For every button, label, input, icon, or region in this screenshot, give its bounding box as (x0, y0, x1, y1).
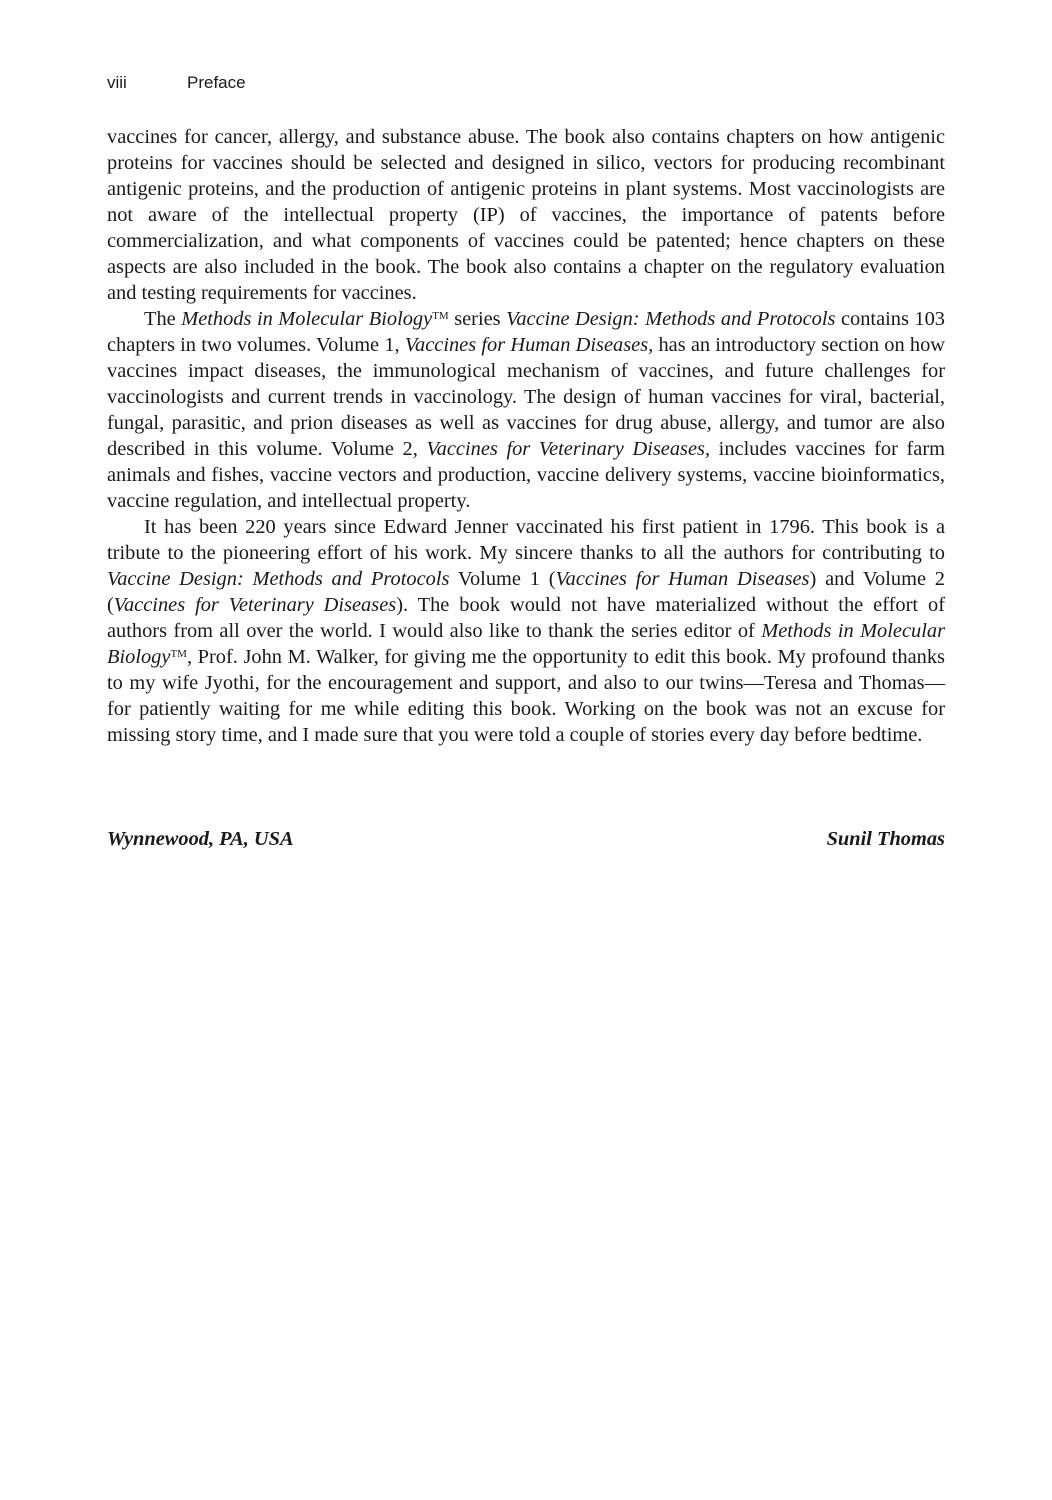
running-head-title: Preface (187, 73, 246, 92)
volume-1-title: Vaccines for Human Diseases (555, 568, 810, 590)
paragraph-3 (107, 514, 945, 748)
volume-2-title: Vaccines for Veterinary Diseases (113, 594, 397, 616)
page-number: viii (107, 73, 127, 92)
book-title: Vaccine Design: Methods and Protocols (506, 308, 836, 330)
running-head (107, 72, 246, 94)
paragraph-1: vaccines for cancer, allergy, and substance abuse. The book also contains chapters on how antigenic proteins for vaccines should be selected and designed in silico, vectors for producing recombinant antigenic proteins, and the production of antigenic proteins in plant systems. Most vaccinologists are not aware of the intellectual property (IP) of vaccines, the importance of patents before commercialization, and what components of vaccines could be patented; hence chapters on these aspects are also included in the book. The book also contains a chapter on the regulatory evaluation and testing requirements for vaccines. (107, 126, 945, 304)
trademark-sign: TM (432, 310, 449, 322)
paragraph-2-text: series (448, 308, 507, 330)
series-title: Methods in Molecular Biology (181, 308, 433, 330)
paragraph-3-text: ). The book would not have materialized without the effort of authors from all over the world. I would also like to thank the series editor of (107, 594, 945, 642)
paragraph-2-text: , includes vaccines for farm animals and fishes, vaccine vectors and production, vaccine delivery systems, vaccine bioinformatics, vaccine regulation, and intellectual property. (107, 438, 945, 512)
volume-2-title: Vaccines for Veterinary Diseases (426, 438, 705, 460)
signature-place: Wynnewood, PA, USA (107, 828, 294, 850)
volume-1-title: Vaccines for Human Diseases, (404, 334, 654, 356)
paragraph-2 (107, 306, 945, 514)
paragraph-2-text: contains 103 chapters in two volumes. Volume 1, (107, 308, 945, 356)
series-title: Methods in Molecular Biology (107, 620, 946, 668)
paragraph-3-text: Volume 1 ( (449, 568, 556, 590)
paragraph-3-text: It has been 220 years since Edward Jenner vaccinated his first patient in 1796. This book is a tribute to the pioneering effort of his work. My sincere thanks to all the authors for contributing to (107, 516, 945, 564)
signature-author: Sunil Thomas (826, 828, 945, 850)
preface-body (107, 124, 945, 748)
paragraph-3-text: , Prof. John M. Walker, for giving me the opportunity to edit this book. My profound thanks to my wife Jyothi, for the encouragement and support, and also to our twins—Teresa and Thomas—for patiently waiting for me while editing this book. Working on the book was not an excuse for missing story time, and I made sure that you were told a couple of stories every day before bedtime. (107, 646, 945, 746)
book-title: Vaccine Design: Methods and Protocols (107, 568, 450, 590)
trademark-sign: TM (170, 648, 187, 660)
paragraph-2-text: has an introductory section on how vaccines impact diseases, the immunological mechanism of vaccines, and future challenges for vaccinologists and current trends in vaccinology. The design of human vaccines for viral, bacterial, fungal, parasitic, and prion diseases as well as vaccines for drug abuse, allergy, and tumor are also described in this volume. Volume 2, (107, 334, 945, 460)
paragraph-3-text: ) and Volume 2 ( (107, 568, 945, 616)
paragraph-2-text: The (144, 308, 182, 330)
